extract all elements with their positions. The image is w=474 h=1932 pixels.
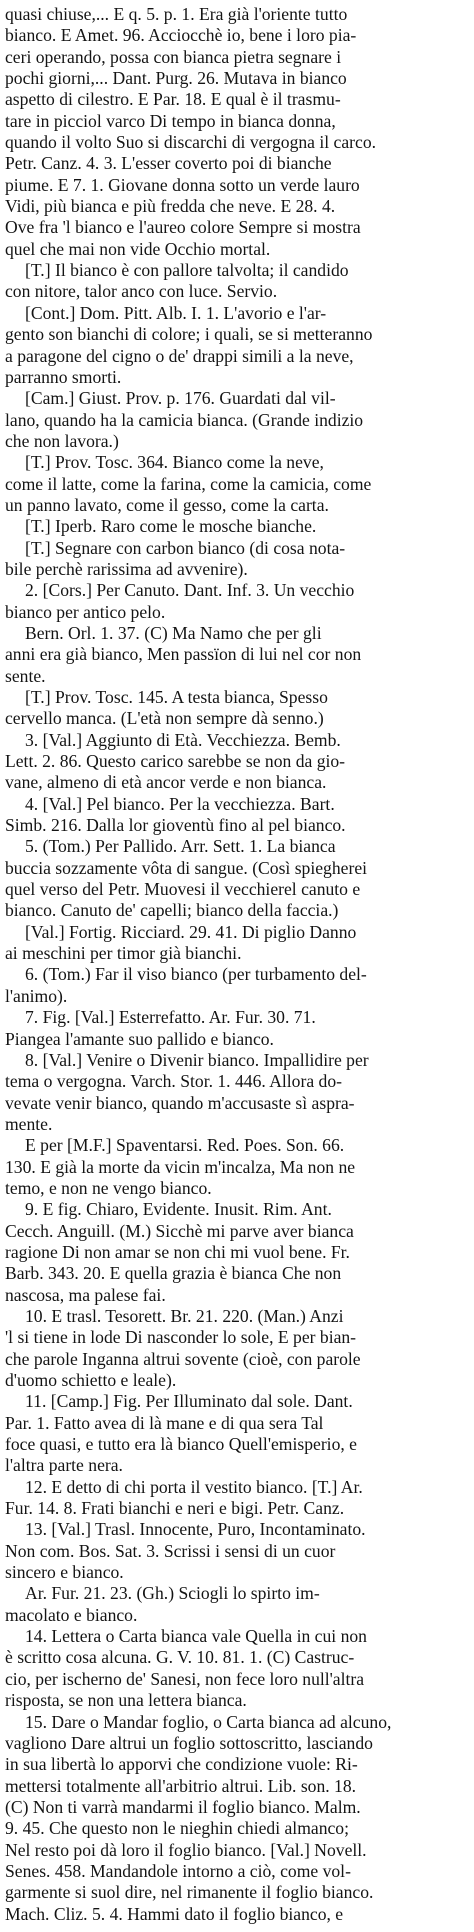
text-line: tema o vergogna. Varch. Stor. 1. 446. Allora do- — [5, 1071, 342, 1092]
text-line: 14. Lettera o Carta bianca vale Quella in cui non — [25, 1626, 367, 1647]
text-line: macolato e bianco. — [5, 1604, 138, 1625]
text-line: 'l si tiene in lode Di nasconder lo sole, E per bian- — [5, 1327, 357, 1348]
text-line: Barb. 343. 20. E quella grazia è bianca Che non — [5, 1263, 342, 1284]
text-line: gento son bianchi di colore; i quali, se si metteranno — [5, 324, 373, 345]
text-line: 9. 45. Che questo non le nieghin chiedi almanco; — [5, 1818, 349, 1839]
text-line: [T.] Prov. Tosc. 364. Bianco come la neve, — [25, 452, 324, 473]
text-line: quasi chiuse,... E q. 5. p. 1. Era già l'oriente tutto — [5, 4, 348, 24]
text-line: buccia sozzamente vôta di sangue. (Così spiegherei — [5, 857, 368, 878]
text-line: 5. (Tom.) Per Pallido. Arr. Sett. 1. La bianca — [25, 836, 336, 857]
text-line: 9. E fig. Chiaro, Evidente. Inusit. Rim. Ant. — [25, 1199, 332, 1220]
text-line: vane, almeno di età ancor verde e non bianca. — [5, 772, 327, 793]
text-line: 11. [Camp.] Fig. Per Illuminato dal sole. Dant. — [25, 1391, 353, 1412]
text-line: garmente si suol dire, nel rimanente il foglio bianco. — [5, 1882, 374, 1903]
text-line: 3. [Val.] Aggiunto di Età. Vecchiezza. Bemb. — [25, 729, 341, 750]
text-line: vevate venir bianco, quando m'accusaste sì aspra- — [5, 1092, 355, 1113]
text-line: aspetto di cilestro. E Par. 18. E qual è il trasmu- — [5, 89, 341, 110]
text-line: un panno lavato, come il gesso, come la carta. — [5, 494, 329, 515]
text-line: Petr. Canz. 4. 3. L'esser coverto poi di bianche — [5, 153, 332, 174]
text-line: d'uomo schietto e leale). — [5, 1370, 177, 1390]
text-line: quel che mai non vide Occhio mortal. — [5, 238, 271, 259]
text-line: l'altra parte nera. — [5, 1455, 123, 1476]
text-line: ceri operando, possa con bianca pietra segnare i — [5, 46, 342, 67]
entry-text — [5, 4, 468, 1925]
text-line: l'animo). — [5, 985, 68, 1006]
text-line: temo, e non ne vengo bianco. — [5, 1177, 212, 1198]
text-line: Cecch. Anguill. (M.) Sicchè mi parve aver bianca — [5, 1220, 354, 1241]
text-line: [T.] Iperb. Raro come le mosche bianche. — [25, 516, 317, 537]
text-line: [T.] Il bianco è con pallore talvolta; il candido — [25, 260, 349, 281]
text-line: a paragone del cigno o de' drappi simili a la neve, — [5, 345, 354, 366]
text-line: Vidi, più bianca e più fredda che neve. E 28. 4. — [5, 196, 336, 217]
text-line: Lett. 2. 86. Questo carico sarebbe se non da gio- — [5, 751, 346, 772]
text-line: è scritto cosa alcuna. G. V. 10. 81. 1. (C) Castruc- — [5, 1647, 355, 1668]
text-line: ai meschini per timor già bianchi. — [5, 943, 242, 964]
text-line: E per [M.F.] Spaventarsi. Red. Poes. Son. 66. — [25, 1135, 345, 1156]
text-line: quando il volto Suo si discarchi di vergogna il carco. — [5, 132, 377, 153]
text-line: Par. 1. Fatto avea di là mane e di qua sera Tal — [5, 1412, 324, 1433]
text-line: mettersi totalmente all'arbitrio altrui. Lib. son. 18. — [5, 1775, 357, 1796]
text-line: che parole Inganna altrui sovente (cioè, con parole — [5, 1348, 361, 1369]
text-line: lano, quando ha la camicia bianca. (Grande indizio — [5, 409, 364, 430]
text-line: vagliono Dare altrui un foglio sottoscritto, lasciando — [5, 1732, 373, 1753]
text-line: bianco per antico pelo. — [5, 601, 166, 622]
text-line: Simb. 216. Dalla lor gioventù fino al pel bianco. — [5, 815, 346, 836]
text-line: (C) Non ti varrà mandarmi il foglio bianco. Malm. — [5, 1796, 361, 1817]
text-line: sincero e bianco. — [5, 1562, 124, 1583]
text-line: in sua libertà lo apporvi che condizione vuole: Ri- — [5, 1754, 358, 1775]
text-line: Nel resto poi dà loro il foglio bianco. [Val.] Novell. — [5, 1839, 367, 1860]
text-line: bianco. Canuto de' capelli; bianco della faccia.) — [5, 900, 339, 921]
text-line: bianco. E Amet. 96. Acciocchè io, bene i loro pia- — [5, 25, 357, 46]
text-line: tare in picciol varco Di tempo in bianca donna, — [5, 110, 336, 131]
text-line: 6. (Tom.) Far il viso bianco (per turbamento del- — [25, 964, 367, 985]
text-line: bile perchè rarissima ad avvenire). — [5, 558, 248, 579]
text-line: che non lavora.) — [5, 430, 119, 451]
text-line: [Val.] Fortig. Ricciard. 29. 41. Di piglio Danno — [25, 921, 357, 942]
text-line: cio, per ischerno de' Sanesi, non fece loro null'altra — [5, 1668, 365, 1689]
text-line: 7. Fig. [Val.] Esterrefatto. Ar. Fur. 30. 71. — [25, 1007, 316, 1028]
text-line: 12. E detto di chi porta il vestito bianco. [T.] Ar. — [25, 1476, 363, 1497]
text-line: sente. — [5, 665, 46, 686]
text-line: Ar. Fur. 21. 23. (Gh.) Sciogli lo spirto im- — [25, 1583, 320, 1604]
text-line: Ove fra 'l bianco e l'aureo colore Sempre si mostra — [5, 217, 361, 238]
text-line: [T.] Segnare con carbon bianco (di cosa nota- — [25, 537, 346, 558]
text-line: ragione Di non amar se non chi mi vuol bene. Fr. — [5, 1241, 350, 1262]
text-line: 10. E trasl. Tesorett. Br. 21. 220. (Man.) Anzi — [25, 1305, 344, 1326]
text-line: 13. [Val.] Trasl. Innocente, Puro, Incontaminato. — [25, 1519, 366, 1540]
text-line: anni era già bianco, Men passïon di lui nel cor non — [5, 644, 362, 665]
text-line: risposta, se non una lettera bianca. — [5, 1690, 247, 1711]
text-line: con nitore, talor anco con luce. Servio. — [5, 281, 278, 302]
text-line: 4. [Val.] Pel bianco. Per la vecchiezza. Bart. — [25, 793, 335, 814]
text-line: cervello manca. (L'età non sempre dà senno.) — [5, 708, 324, 729]
text-line: nascosa, ma palese fai. — [5, 1284, 166, 1305]
text-line: [Cont.] Dom. Pitt. Alb. I. 1. L'avorio e l'ar- — [25, 302, 327, 323]
text-line: Senes. 458. Mandandole intorno a ciò, come vol- — [5, 1860, 351, 1881]
text-line: 2. [Cors.] Per Canuto. Dant. Inf. 3. Un vecchio — [25, 580, 355, 601]
text-line: mente. — [5, 1113, 53, 1134]
text-line: 130. E già la morte da vicin m'incalza, Ma non ne — [5, 1156, 356, 1177]
text-line: 15. Dare o Mandar foglio, o Carta bianca ad alcuno, — [25, 1711, 392, 1732]
text-line: Mach. Cliz. 5. 4. Hammi dato il foglio bianco, e — [5, 1903, 344, 1924]
text-line: quel verso del Petr. Muovesi il vecchierel canuto e — [5, 879, 361, 900]
text-line: parranno smorti. — [5, 366, 122, 387]
text-line: Fur. 14. 8. Frati bianchi e neri e bigi. Petr. Canz. — [5, 1498, 345, 1519]
text-line: come il latte, come la farina, come la camicia, come — [5, 473, 372, 494]
text-line: pochi giorni,... Dant. Purg. 26. Mutava in bianco — [5, 68, 347, 89]
text-line: 8. [Val.] Venire o Divenir bianco. Impallidire per — [25, 1049, 369, 1070]
text-line: [Cam.] Giust. Prov. p. 176. Guardati dal vil- — [25, 388, 336, 409]
text-line: Bern. Orl. 1. 37. (C) Ma Namo che per gli — [25, 622, 322, 643]
text-line: piume. E 7. 1. Giovane donna sotto un verde lauro — [5, 174, 360, 195]
text-line: [T.] Prov. Tosc. 145. A testa bianca, Spesso — [25, 687, 328, 707]
text-line: Non com. Bos. Sat. 3. Scrissi i sensi di un cuor — [5, 1540, 336, 1561]
text-line: foce quasi, e tutto era là bianco Quell'emisperio, e — [5, 1434, 357, 1455]
text-line: Piangea l'amante suo pallido e bianco. — [5, 1028, 274, 1049]
